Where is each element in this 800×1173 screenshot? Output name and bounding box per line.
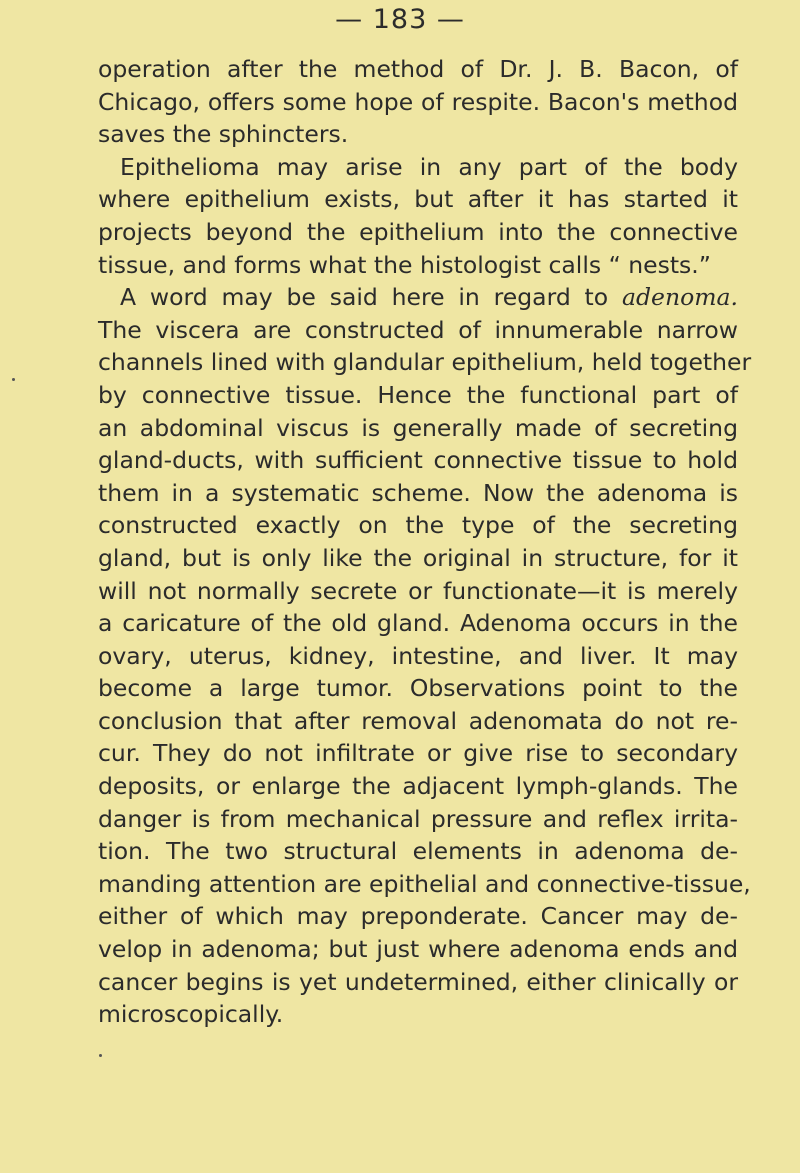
text-line: operation after the method of Dr. J. B. Bacon, of <box>98 55 738 83</box>
text-line: ovary, uterus, kidney, intestine, and liver. It may <box>98 641 738 670</box>
text-line: saves the sphincters. <box>98 120 349 149</box>
text-line: projects beyond the epithelium into the connective <box>98 217 738 246</box>
text-line: an abdominal viscus is generally made of secreting <box>98 413 738 442</box>
text-line: deposits, or enlarge the adjacent lymph-glands. The <box>98 772 738 801</box>
text-line: a caricature of the old gland. Adenoma occurs in the <box>98 609 738 638</box>
text-line: tissue, and forms what the histologist calls “ nests.” <box>98 250 711 279</box>
text-line: channels lined with glandular epithelium, held together <box>98 348 752 377</box>
text-line: tion. The two structural elements in adenoma de- <box>98 837 738 866</box>
text-line: cancer begins is yet undetermined, either clinically or <box>98 967 738 996</box>
emphasized-term: adenoma. <box>621 283 738 312</box>
text-line: either of which may preponderate. Cancer may de- <box>98 902 738 931</box>
text-line: gland, but is only like the original in structure, for it <box>98 543 738 572</box>
paragraph-3 <box>98 281 752 1031</box>
text-line: The viscera are constructed of innumerable narrow <box>98 315 738 344</box>
text-line: by connective tissue. Hence the functional part of <box>98 380 738 409</box>
paper-speck <box>12 378 15 381</box>
text-line: become a large tumor. Observations point to the <box>98 674 738 703</box>
body-text <box>98 53 752 1031</box>
paragraph-2 <box>98 151 738 281</box>
text-line: them in a systematic scheme. Now the adenoma is <box>98 478 738 507</box>
text-line: gland-ducts, with sufficient connective tissue to hold <box>98 446 738 475</box>
text-line: will not normally secrete or functionate—it is merely <box>98 576 738 605</box>
text-line: cur. They do not infiltrate or give rise to secondary <box>98 739 738 768</box>
text-line-with-emphasis <box>98 281 738 314</box>
paragraph-1 <box>98 53 738 151</box>
text-line: manding attention are epithelial and connective-tissue, <box>98 869 751 898</box>
paper-speck <box>99 1054 102 1057</box>
text-run: A word may be said here in regard to <box>120 283 622 312</box>
text-line: danger is from mechanical pressure and reflex irrita- <box>98 804 738 833</box>
text-line: Epithelioma may arise in any part of the body <box>120 152 738 181</box>
text-line: velop in adenoma; but just where adenoma ends and <box>98 935 738 964</box>
text-line: microscopically. <box>98 1000 284 1029</box>
text-line: where epithelium exists, but after it has started it <box>98 185 738 214</box>
page-number: — 183 — <box>335 4 465 35</box>
text-line: constructed exactly on the type of the secreting <box>98 511 738 540</box>
text-line: Chicago, offers some hope of respite. Bacon's method <box>98 87 738 116</box>
text-line: conclusion that after removal adenomata do not re- <box>98 706 738 735</box>
